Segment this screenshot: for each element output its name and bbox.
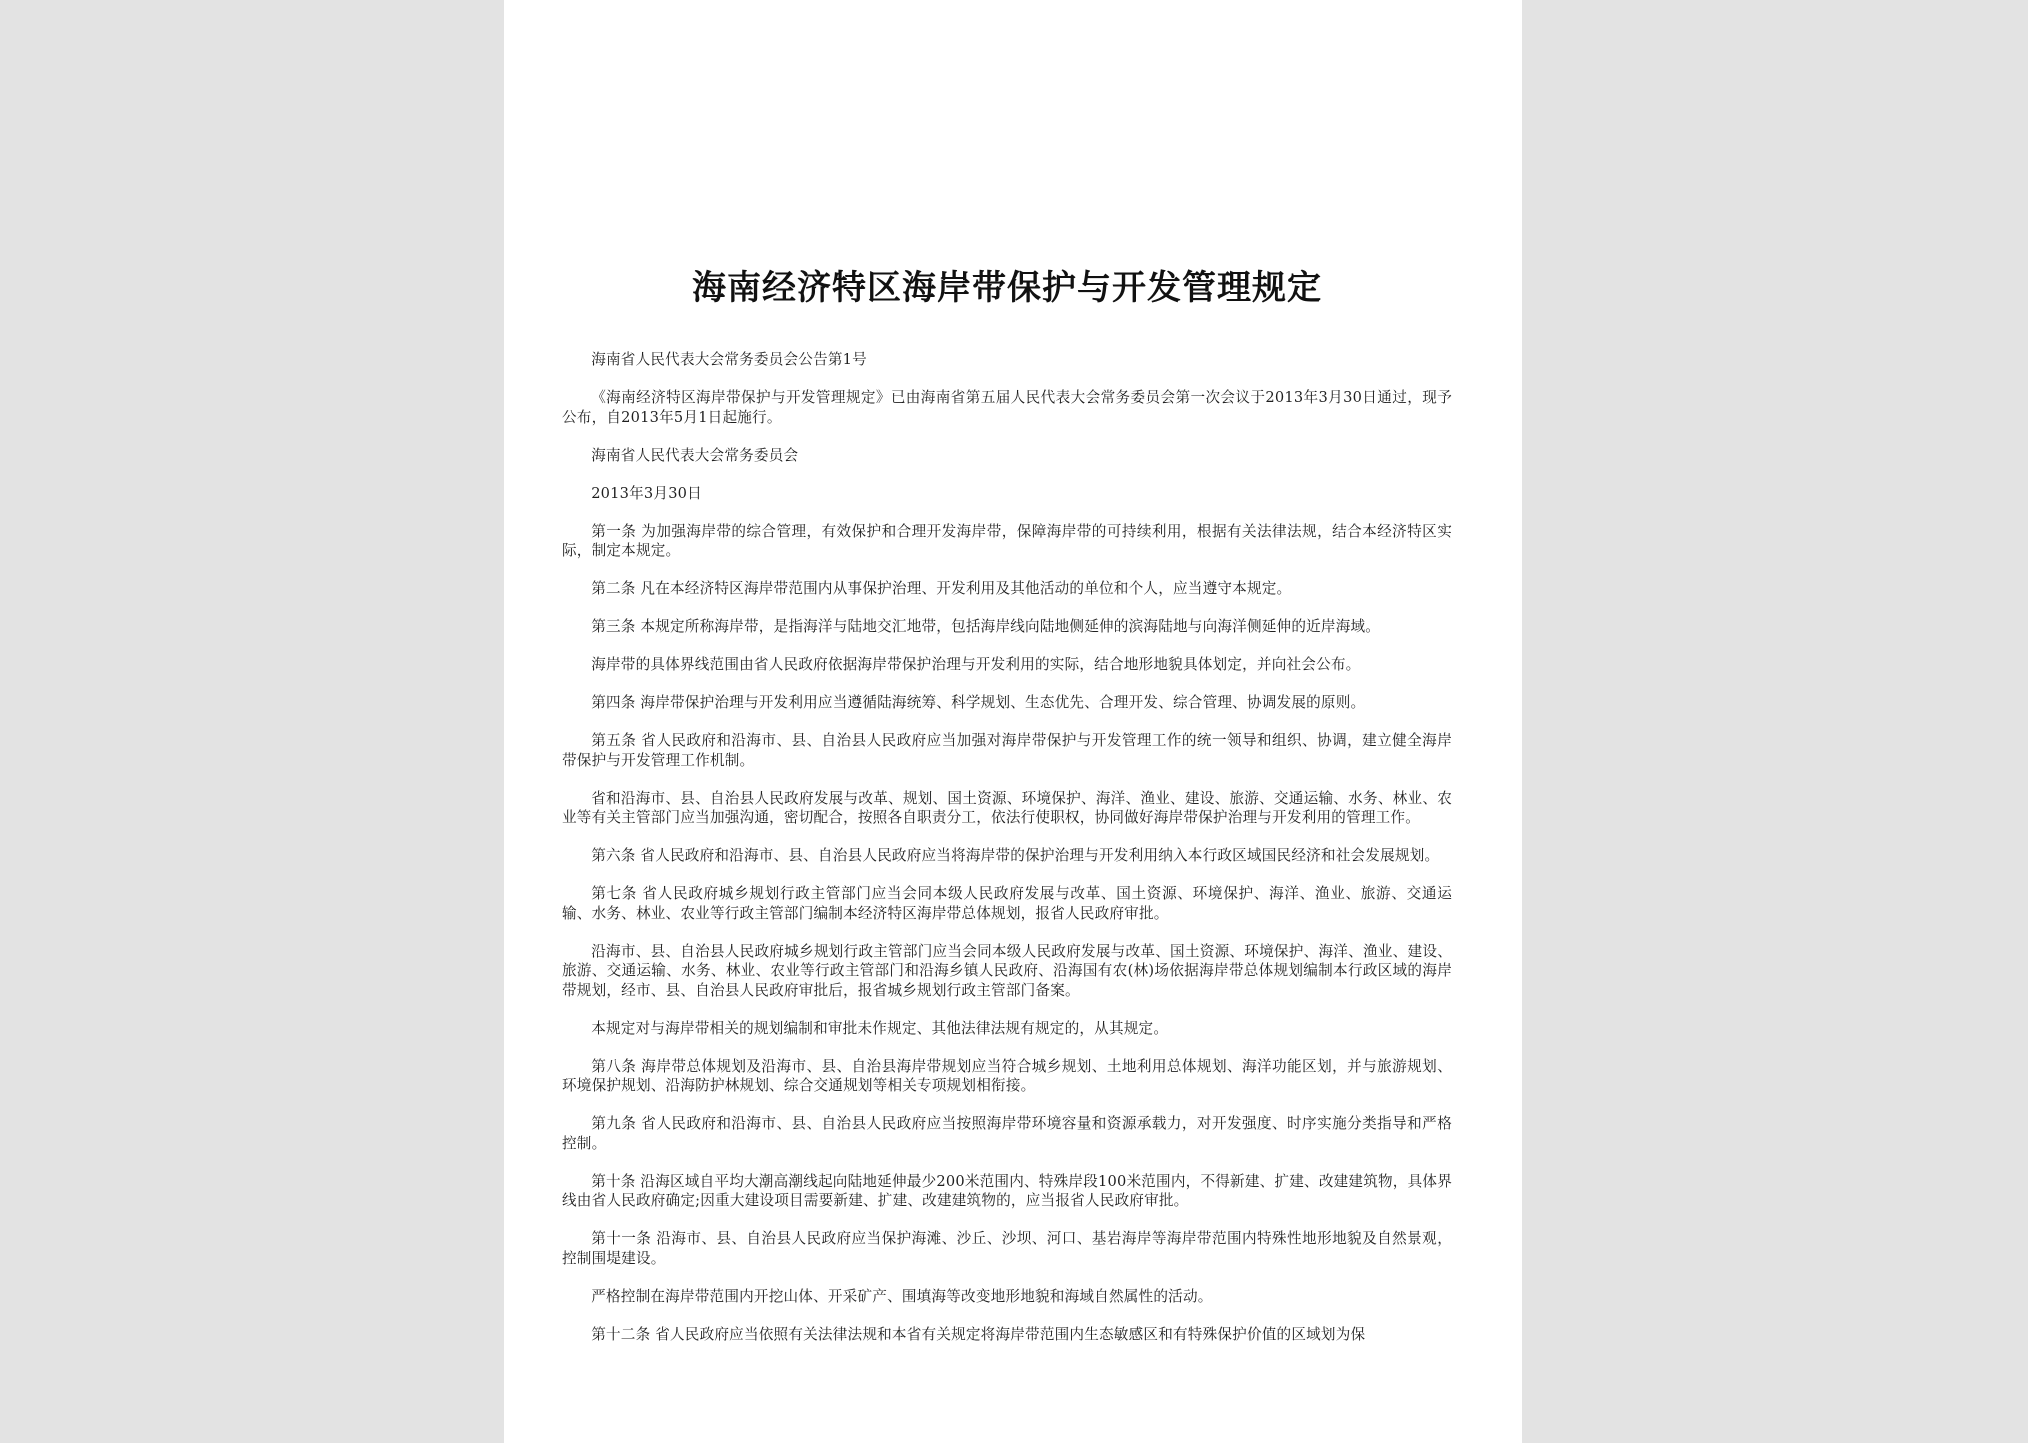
document-page — [504, 0, 1522, 1443]
document-paragraph: 第三条 本规定所称海岸带，是指海洋与陆地交汇地带，包括海岸线向陆地侧延伸的滨海陆地与向海洋侧延伸的近岸海域。 — [591, 618, 1381, 635]
document-paragraph: 海南省人民代表大会常务委员会 — [591, 446, 799, 464]
document-paragraph: 2013年3月30日 — [591, 484, 702, 502]
document-paragraph: 第二条 凡在本经济特区海岸带范围内从事保护治理、开发利用及其他活动的单位和个人，应当遵守本规定。 — [591, 580, 1292, 597]
document-paragraph: 第六条 省人民政府和沿海市、县、自治县人民政府应当将海岸带的保护治理与开发利用纳入本行政区域国民经济和社会发展规划。 — [591, 847, 1440, 864]
document-paragraph: 本规定对与海岸带相关的规划编制和审批未作规定、其他法律法规有规定的，从其规定。 — [591, 1019, 1169, 1037]
document-paragraph: 严格控制在海岸带范围内开挖山体、开采矿产、围填海等改变地形地貌和海域自然属性的活动。 — [591, 1287, 1213, 1305]
document-paragraph: 第一条 为加强海岸带的综合管理，有效保护和合理开发海岸带，保障海岸带的可持续利用，根据有关法律法规，结合本经济特区实际，制定本规定。 — [562, 522, 1452, 559]
document-paragraph: 海南省人民代表大会常务委员会公告第1号 — [591, 351, 867, 368]
document-paragraph: 第五条 省人民政府和沿海市、县、自治县人民政府应当加强对海岸带保护与开发管理工作的统一领导和组织、协调，建立健全海岸带保护与开发管理工作机制。 — [562, 732, 1452, 769]
document-paragraph: 第九条 省人民政府和沿海市、县、自治县人民政府应当按照海岸带环境容量和资源承载力，对开发强度、时序实施分类指导和严格控制。 — [562, 1115, 1452, 1152]
document-body — [562, 350, 1452, 1344]
document-paragraph: 省和沿海市、县、自治县人民政府发展与改革、规划、国土资源、环境保护、海洋、渔业、建设、旅游、交通运输、水务、林业、农业等有关主管部门应当加强沟通，密切配合，按照各自职责分工，依法行使职权，协同做好海岸带保护治理与开发利用的管理工作。 — [562, 789, 1452, 826]
document-paragraph: 第四条 海岸带保护治理与开发利用应当遵循陆海统筹、科学规划、生态优先、合理开发、综合管理、协调发展的原则。 — [591, 694, 1366, 711]
document-paragraph: 沿海市、县、自治县人民政府城乡规划行政主管部门应当会同本级人民政府发展与改革、国土资源、环境保护、海洋、渔业、建设、旅游、交通运输、水务、林业、农业等行政主管部门和沿海乡镇人民政府、沿海国有农(林)场依据海岸带总体规划编制本行政区域的海岸带规划，经市、县、自治县人民政府审批后，报省城乡规划行政主管部门备案。 — [562, 942, 1452, 999]
document-paragraph: 第十条 沿海区域自平均大潮高潮线起向陆地延伸最少200米范围内、特殊岸段100米范围内，不得新建、扩建、改建建筑物，具体界线由省人民政府确定;因重大建设项目需要新建、扩建、改建建筑物的，应当报省人民政府审批。 — [562, 1172, 1452, 1209]
document-paragraph: 《海南经济特区海岸带保护与开发管理规定》已由海南省第五届人民代表大会常务委员会第一次会议于2013年3月30日通过，现予公布，自2013年5月1日起施行。 — [562, 389, 1452, 426]
document-paragraph: 第十二条 省人民政府应当依照有关法律法规和本省有关规定将海岸带范围内生态敏感区和有特殊保护价值的区域划为保 — [591, 1325, 1366, 1343]
document-paragraph: 第十一条 沿海市、县、自治县人民政府应当保护海滩、沙丘、沙坝、河口、基岩海岸等海岸带范围内特殊性地形地貌及自然景观，控制围堤建设。 — [562, 1230, 1452, 1267]
document-paragraph: 第八条 海岸带总体规划及沿海市、县、自治县海岸带规划应当符合城乡规划、土地利用总体规划、海洋功能区划，并与旅游规划、环境保护规划、沿海防护林规划、综合交通规划等相关专项规划相衔接。 — [562, 1057, 1452, 1094]
document-paragraph: 第七条 省人民政府城乡规划行政主管部门应当会同本级人民政府发展与改革、国土资源、环境保护、海洋、渔业、旅游、交通运输、水务、林业、农业等行政主管部门编制本经济特区海岸带总体规划，报省人民政府审批。 — [562, 885, 1452, 922]
document-title: 海南经济特区海岸带保护与开发管理规定 — [692, 268, 1322, 308]
document-paragraph: 海岸带的具体界线范围由省人民政府依据海岸带保护治理与开发利用的实际，结合地形地貌具体划定，并向社会公布。 — [591, 656, 1361, 673]
